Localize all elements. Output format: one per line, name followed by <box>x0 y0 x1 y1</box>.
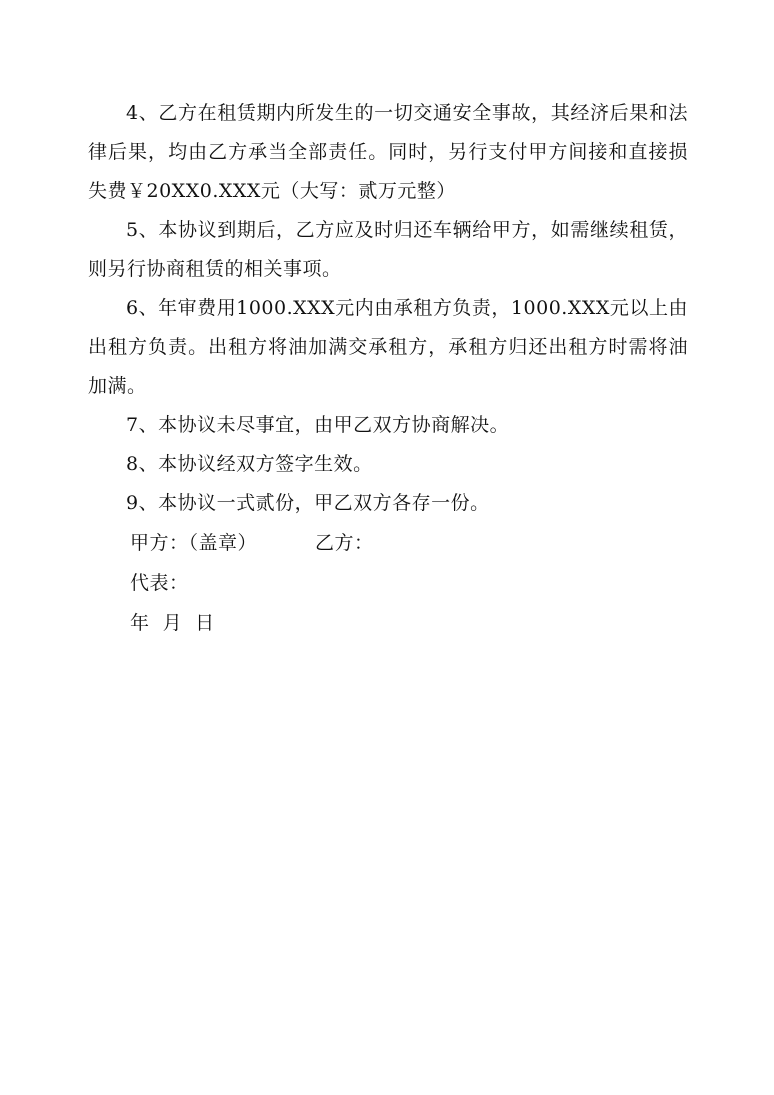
clause-9: 9、本协议一式贰份，甲乙双方各存一份。 <box>126 492 490 514</box>
agreement-body <box>88 94 688 643</box>
representative-label: 代表： <box>130 572 189 594</box>
date-line <box>88 603 688 643</box>
clause-6: 6、年审费用1000.XXX元内由承租方负责，1000.XXX元以上由出租方负责。出租方将油加满交承租方，承租方归还出租方时需将油加满。 <box>88 297 688 397</box>
date-label: 年 月 日 <box>130 612 215 634</box>
clause-4: 4、乙方在租赁期内所发生的一切交通安全事故，其经济后果和法律后果，均由乙方承当全部责任。同时，另行支付甲方间接和直接损失费￥20XX0.XXX元（大写：贰万元整） <box>88 102 688 202</box>
signature-parties-line <box>88 523 688 563</box>
representative-line <box>88 563 688 603</box>
clause-7: 7、本协议未尽事宜，由甲乙双方协商解决。 <box>126 414 510 436</box>
party-b-label: 乙方： <box>315 532 374 554</box>
clause-8: 8、本协议经双方签字生效。 <box>126 453 373 475</box>
clause-5: 5、本协议到期后，乙方应及时归还车辆给甲方，如需继续租赁，则另行协商租赁的相关事项。 <box>88 219 688 280</box>
party-a-label: 甲方：（盖章） <box>130 532 258 554</box>
